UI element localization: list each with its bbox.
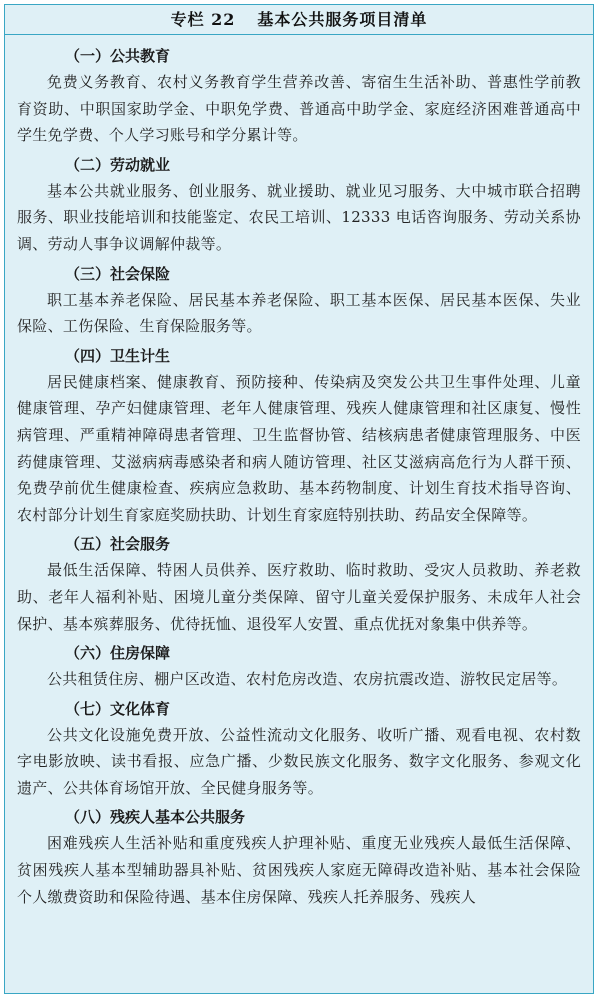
- section-body: 困难残疾人生活补贴和重度残疾人护理补贴、重度无业残疾人最低生活保障、贫困残疾人基本型辅助器具补贴、贫困残疾人家庭无障碍改造补贴、基本社会保险个人缴费资助和保险待遇、基本住房保障、残疾人托养服务、残疾人: [17, 834, 581, 906]
- section-heading: （三）社会保险: [65, 264, 171, 283]
- column-title: 基本公共服务项目清单: [257, 10, 428, 29]
- column-number: 专栏 22: [170, 10, 236, 29]
- section-social-services: [17, 531, 581, 637]
- section-heading: （八）残疾人基本公共服务: [65, 808, 246, 827]
- section-heading: （一）公共教育: [65, 47, 171, 65]
- section-heading: （六）住房保障: [65, 644, 171, 663]
- section-employment: [17, 152, 581, 258]
- section-social-insurance: [17, 261, 581, 340]
- section-housing: [17, 640, 581, 693]
- section-disability: [17, 804, 581, 910]
- section-public-education: [17, 43, 581, 149]
- section-body: 基本公共就业服务、创业服务、就业援助、就业见习服务、大中城市联合招聘服务、职业技能培训和技能鉴定、农民工培训、12333 电话咨询服务、劳动关系协调、劳动人事争议调解仲裁等。: [17, 181, 581, 253]
- column-box: [4, 4, 594, 994]
- section-body: 职工基本养老保险、居民基本养老保险、职工基本医保、居民基本医保、失业保险、工伤保险、生育保险服务等。: [17, 290, 581, 336]
- section-heading: （四）卫生计生: [65, 346, 171, 365]
- section-body: 免费义务教育、农村义务教育学生营养改善、寄宿生生活补助、普惠性学前教育资助、中职国家助学金、中职免学费、普通高中助学金、家庭经济困难普通高中学生免学费、个人学习账号和学分累计等。: [17, 73, 581, 145]
- section-heading: （五）社会服务: [65, 535, 171, 554]
- section-health: [17, 343, 581, 529]
- section-body: 公共租赁住房、棚户区改造、农村危房改造、农房抗震改造、游牧民定居等。: [47, 670, 568, 689]
- section-body: 居民健康档案、健康教育、预防接种、传染病及突发公共卫生事件处理、儿童健康管理、孕产妇健康管理、老年人健康管理、残疾人健康管理和社区康复、慢性病管理、严重精神障碍患者管理、卫生监督协管、结核病患者健康管理服务、中医药健康管理、艾滋病病毒感染者和病人随访管理、社区艾滋病高危行为人群干预、免费孕前优生健康检查、疾病应急救助、基本药物制度、计划生育技术指导咨询、农村部分计划生育家庭奖励扶助、计划生育家庭特别扶助、药品安全保障等。: [17, 372, 581, 524]
- section-body: 公共文化设施免费开放、公益性流动文化服务、收听广播、观看电视、农村数字电影放映、读书看报、应急广播、少数民族文化服务、数字文化服务、参观文化遗产、公共体育场馆开放、全民健身服务等。: [17, 725, 581, 797]
- column-title-bar: [5, 5, 593, 35]
- section-heading: （七）文化体育: [65, 699, 171, 718]
- column-content: [5, 35, 593, 910]
- section-culture-sports: [17, 696, 581, 802]
- section-heading: （二）劳动就业: [65, 155, 171, 174]
- section-body: 最低生活保障、特困人员供养、医疗救助、临时救助、受灾人员救助、养老救助、老年人福利补贴、困境儿童分类保障、留守儿童关爱保护服务、未成年人社会保护、基本殡葬服务、优待抚恤、退役军人安置、重点优抚对象集中供养等。: [17, 561, 581, 633]
